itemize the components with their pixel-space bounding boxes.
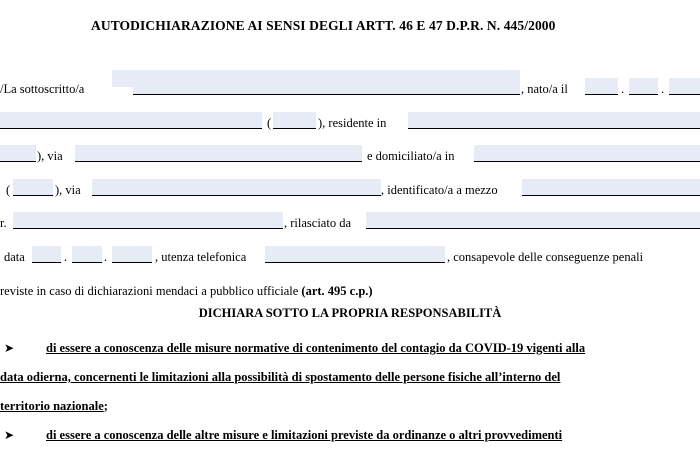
dot-separator: .	[621, 82, 625, 96]
penalties-text: reviste in caso di dichiarazioni mendaci a pubblico ufficiale (art. 495 c.p.)	[0, 284, 373, 298]
issue-day-field[interactable]	[32, 246, 61, 263]
issue-year-field[interactable]	[112, 246, 152, 263]
dot-separator: .	[64, 250, 68, 264]
date-label: data	[4, 250, 25, 264]
arrow-bullet-icon: ➤	[4, 341, 15, 355]
domicile-province-field[interactable]	[13, 179, 53, 196]
declaration-item-1-line-2: data odierna, concernenti le limitazioni alla possibilità di spostamento delle persone fisiche all’interno del	[0, 370, 561, 384]
birth-province-field[interactable]	[273, 112, 316, 129]
issued-by-label: , rilasciato da	[284, 216, 351, 230]
via-label: ), via	[37, 149, 63, 163]
number-label: r.	[0, 216, 7, 230]
arrow-bullet-icon: ➤	[4, 428, 15, 442]
declaration-item-2-line-1: di essere a conoscenza delle altre misure e limitazioni previste da ordinanze o altri provvedimenti	[46, 428, 563, 442]
birth-month-field[interactable]	[629, 78, 658, 95]
dot-separator: .	[104, 250, 108, 264]
document-title: AUTODICHIARAZIONE AI SENSI DEGLI ARTT. 46 E 47 D.P.R. N. 445/2000	[91, 18, 556, 33]
id-document-field[interactable]	[522, 179, 700, 196]
identified-label: , identificato/a a mezzo	[381, 183, 498, 197]
paren-open: (	[6, 183, 11, 197]
birth-day-field[interactable]	[585, 78, 618, 95]
domicile-city-field[interactable]	[474, 145, 700, 162]
residence-city-field[interactable]	[408, 112, 700, 129]
dot-separator: .	[661, 82, 665, 96]
declaration-heading: DICHIARA SOTTO LA PROPRIA RESPONSABILITÀ	[198, 306, 502, 320]
domicile-label: e domiciliato/a in	[367, 149, 455, 163]
paren-open: (	[267, 116, 272, 130]
residence-street-field[interactable]	[75, 145, 362, 162]
full-name-field[interactable]	[133, 78, 520, 95]
domicile-street-field[interactable]	[92, 179, 381, 196]
issue-month-field[interactable]	[72, 246, 102, 263]
born-label: , nato/a il	[521, 82, 568, 96]
undersigned-label: /La sottoscritto/a	[0, 82, 85, 96]
birth-year-field[interactable]	[669, 78, 700, 95]
document-number-field[interactable]	[13, 212, 283, 229]
declaration-item-1-line-3: territorio nazionale;	[0, 399, 108, 413]
declaration-item-1-line-1: di essere a conoscenza delle misure normative di contenimento del contagio da COVID-19 vigenti alla	[46, 341, 586, 355]
birthplace-field[interactable]	[0, 112, 262, 129]
phone-label: , utenza telefonica	[155, 250, 247, 264]
phone-field[interactable]	[265, 246, 445, 263]
via-label: ), via	[55, 183, 81, 197]
aware-label: , consapevole delle conseguenze penali	[447, 250, 644, 264]
issued-by-field[interactable]	[366, 212, 700, 229]
residence-province-field[interactable]	[0, 145, 36, 162]
residence-label: ), residente in	[318, 116, 387, 130]
article-reference: (art. 495 c.p.)	[301, 284, 373, 298]
